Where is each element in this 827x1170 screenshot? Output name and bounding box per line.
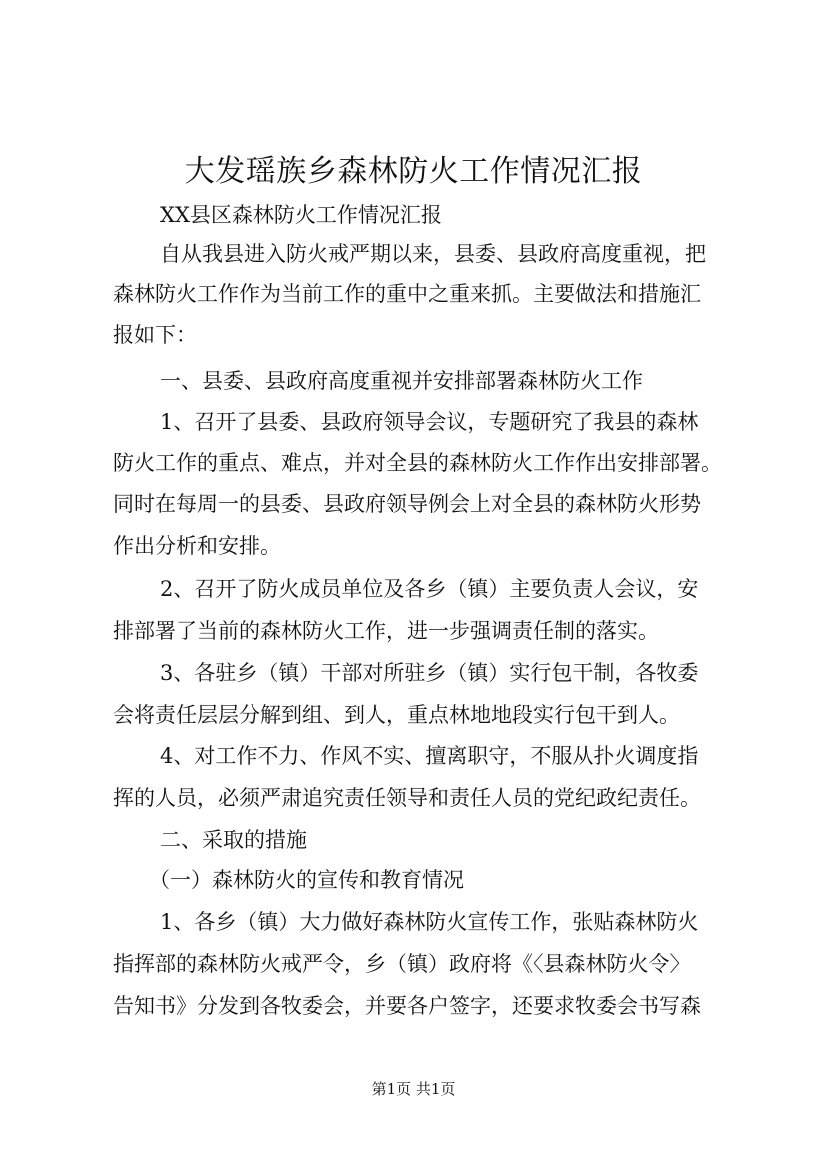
paragraph-line: 自从我县进入防火戒严期以来，县委、县政府高度重视，把 [160,242,706,266]
paragraph-line: 防火工作的重点、难点，并对全县的森林防火工作作出安排部署。 [113,451,722,475]
paragraph-line: 森林防火工作作为当前工作的重中之重来抓。主要做法和措施汇 [113,282,701,306]
paragraph-line: 同时在每周一的县委、县政府领导例会上对全县的森林防火形势 [113,492,701,516]
subsection-heading: （一）森林防火的宣传和教育情况 [149,868,464,892]
paragraph-line: 排部署了当前的森林防火工作，进一步强调责任制的落实。 [113,619,659,643]
paragraph-line: 挥的人员，必须严肃追究责任领导和责任人员的党纪政纪责任。 [113,786,701,810]
paragraph-line: 指挥部的森林防火戒严令，乡（镇）政府将《〈县森林防火令〉 [113,952,691,976]
paragraph-line: 3、各驻乡（镇）干部对所驻乡（镇）实行包干制，各牧委 [160,661,699,685]
paragraph-line: 1、召开了县委、县政府领导会议，专题研究了我县的森林 [160,410,699,434]
paragraph-line: 1、各乡（镇）大力做好森林防火宣传工作，张贴森林防火 [160,910,699,934]
paragraph-line: 会将责任层层分解到组、到人，重点林地地段实行包干到人。 [113,703,680,727]
page-footer: 第1页 共1页 [371,1080,456,1098]
section-heading: 一、县委、县政府高度重视并安排部署森林防火工作 [160,369,643,393]
paragraph-line: 4、对工作不力、作风不实、擅离职守，不服从扑火调度指 [160,744,699,768]
document-title: 大发瑶族乡森林防火工作情况汇报 [184,154,643,189]
section-heading: 二、采取的措施 [160,828,307,852]
paragraph-line: 报如下： [113,323,197,347]
paragraph-line: 告知书》分发到各牧委会，并要各户签字，还要求牧委会书写森 [113,994,701,1018]
paragraph-line: 作出分析和安排。 [113,534,281,558]
subtitle-line: XX县区森林防火工作情况汇报 [160,203,442,227]
paragraph-line: 2、召开了防火成员单位及各乡（镇）主要负责人会议，安 [160,577,699,601]
